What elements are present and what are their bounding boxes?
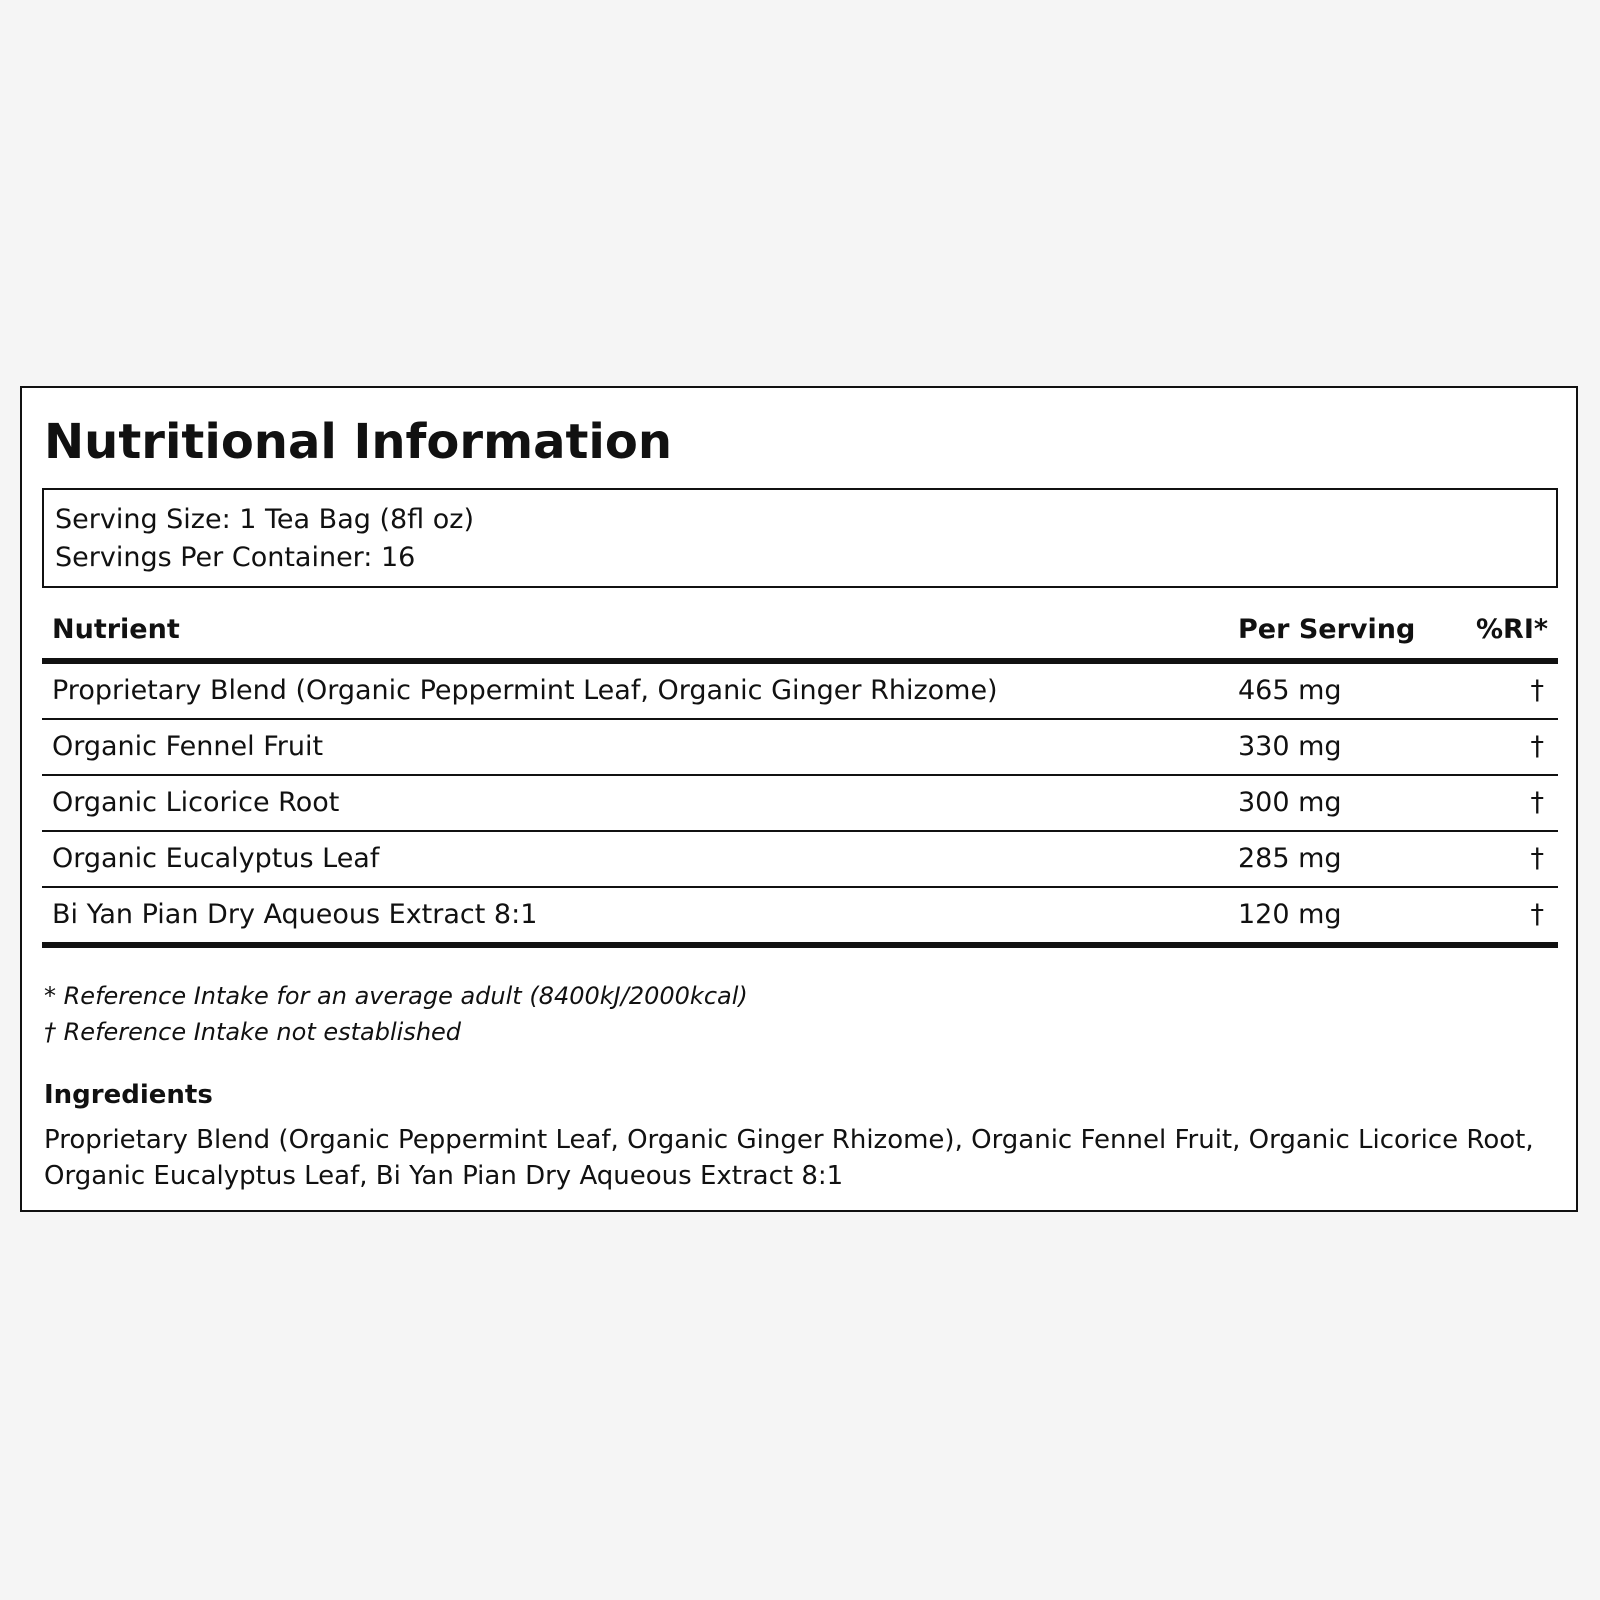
- nutrient-name: Proprietary Blend (Organic Peppermint Leaf, Organic Ginger Rhizome): [52, 675, 998, 706]
- footnote-not-established: † Reference Intake not established: [44, 1018, 462, 1046]
- nutrient-ri: †: [1530, 843, 1544, 874]
- nutrient-name: Bi Yan Pian Dry Aqueous Extract 8:1: [52, 899, 538, 930]
- table-row: [22, 832, 1576, 886]
- table-bottom-rule: [42, 942, 1558, 948]
- header-ri: %RI*: [1475, 614, 1548, 645]
- ingredients-list: Proprietary Blend (Organic Peppermint Leaf, Organic Ginger Rhizome), Organic Fennel Fruit, Organic Licorice Root, Organic Eucalyptus Leaf, Bi Yan Pian Dry Aqueous Extract 8:1: [44, 1125, 1534, 1191]
- header-nutrient: Nutrient: [52, 614, 180, 645]
- ingredients-heading: Ingredients: [44, 1080, 213, 1110]
- nutrient-amount: 300 mg: [1238, 787, 1342, 818]
- nutrient-ri: †: [1530, 899, 1544, 930]
- table-row: [22, 720, 1576, 774]
- nutrient-name: Organic Licorice Root: [52, 787, 340, 818]
- table-row: [22, 664, 1576, 718]
- nutrient-ri: †: [1530, 675, 1544, 706]
- panel-title: Nutritional Information: [44, 414, 673, 470]
- servings-per-container: Servings Per Container: 16: [55, 542, 416, 573]
- header-per-serving: Per Serving: [1238, 614, 1416, 645]
- nutrient-name: Organic Eucalyptus Leaf: [52, 843, 380, 874]
- nutrient-ri: †: [1530, 731, 1544, 762]
- footnote-reference-intake: * Reference Intake for an average adult (8400kJ/2000kcal): [44, 982, 748, 1010]
- nutrient-amount: 330 mg: [1238, 731, 1342, 762]
- table-row: [22, 888, 1576, 942]
- nutrition-panel: [20, 386, 1578, 1212]
- table-row: [22, 776, 1576, 830]
- serving-info-box: [42, 488, 1558, 588]
- nutrient-amount: 285 mg: [1238, 843, 1342, 874]
- serving-size: Serving Size: 1 Tea Bag (8fl oz): [55, 504, 474, 535]
- nutrient-amount: 465 mg: [1238, 675, 1342, 706]
- nutrient-amount: 120 mg: [1238, 899, 1342, 930]
- nutrient-ri: †: [1530, 787, 1544, 818]
- nutrient-name: Organic Fennel Fruit: [52, 731, 324, 762]
